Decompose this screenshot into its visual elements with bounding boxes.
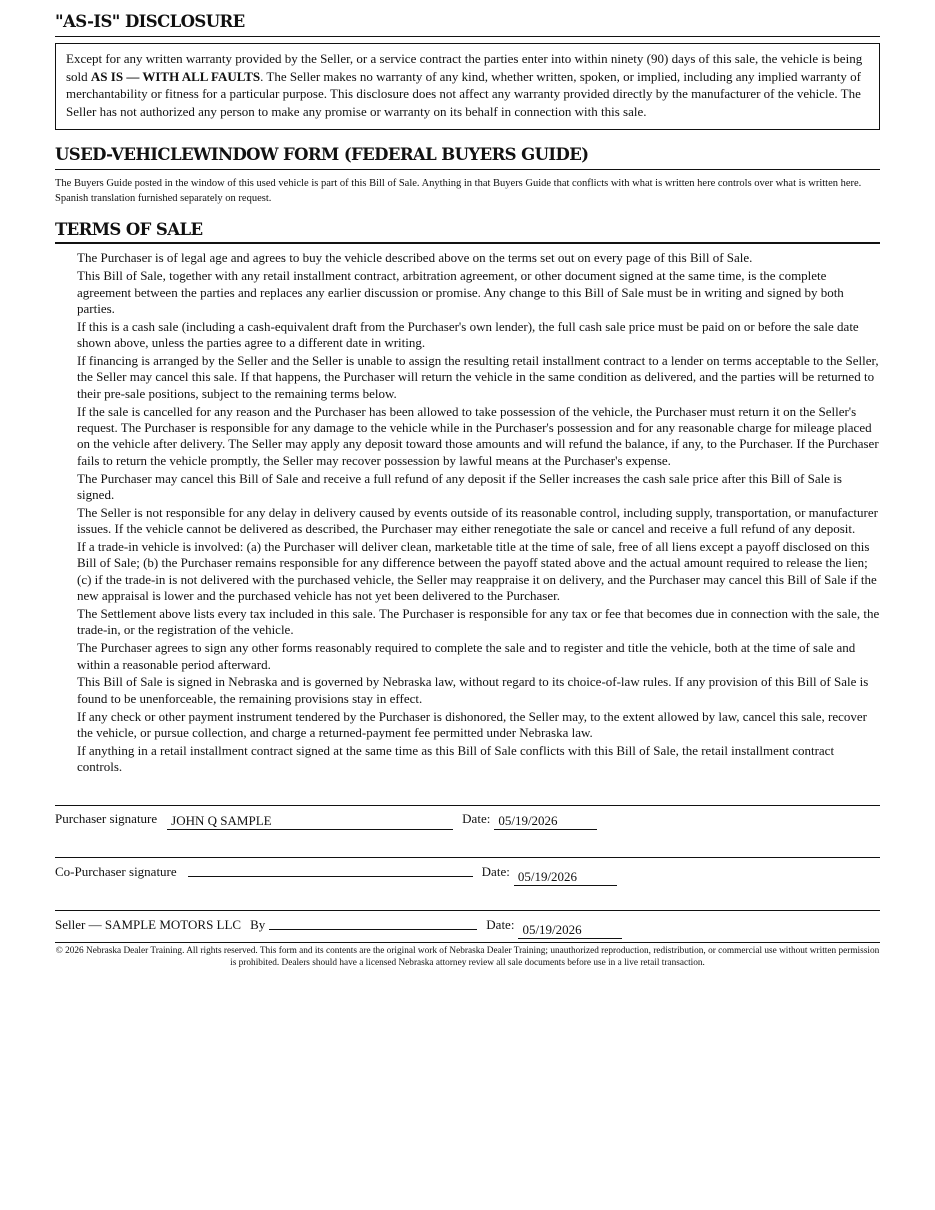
terms-item: This Bill of Sale is signed in Nebraska and is governed by Nebraska law, without regard to its choice-of-law rules. If any provision of this Bill of Sale is found to be unenforceable, the remaining provisions stay in effect.: [77, 674, 869, 706]
terms-item: The Seller is not responsible for any delay in delivery caused by events outside of its reasonable control, including supply, transportation, or manufacturer issues. If the vehicle cannot be delivered as described, the Purchaser may either renegotiate the sale or cancel and receive a full refund of any deposit.: [77, 504, 878, 537]
terms-item: If the sale is cancelled for any reason and the Purchaser has been allowed to take possession of the vehicle, the Purchaser must return it on the Seller's request. The Purchaser is responsible for any damage to the vehicle while in the Purchaser's possession and for any reasonable charge for mileage placed on the vehicle after delivery. The Seller may apply any deposit toward those amounts and will refund the balance, if any, to the Purchaser. If the Purchaser fails to return the vehicle promptly, the Seller may recover possession by lawful means at the Purchaser's expense.: [77, 403, 879, 468]
seller-signature-field[interactable]: [269, 912, 477, 930]
seller-date-label: Date:: [486, 916, 515, 932]
purchaser-signature-row: [55, 805, 880, 830]
seller-signature-row: [55, 910, 880, 936]
seller-date-field[interactable]: 05/19/2026: [518, 921, 622, 939]
terms-list: [55, 250, 880, 775]
terms-item: If financing is arranged by the Seller and the Seller is unable to assign the resulting retail installment contract to a lender on terms acceptable to the Seller, the Seller may cancel this sale. If that happens, the Purchaser will return the vehicle in the same condition as delivered, and the parties will be returned to their pre-sale positions, subject to the remaining terms below.: [77, 352, 879, 401]
bill-of-sale-page: [55, 12, 880, 969]
terms-item: If a trade-in vehicle is involved: (a) the Purchaser will deliver clean, marketable title at the time of sale, free of all liens except a payoff disclosed on this Bill of Sale; (b) the Purchaser remains responsible for any difference between the payoff stated above and the actual amount required to release the lien; (c) if the trade-in is not delivered with the purchased vehicle, the Seller may reappraise it on delivery, and the Purchaser may cancel this Bill of Sale if the new appraisal is lower and the purchased vehicle has not yet been delivered to the Purchaser.: [77, 539, 877, 604]
buyers-guide-heading: USED-VEHICLEWINDOW FORM (FEDERAL BUYERS GUIDE): [55, 145, 880, 170]
as-is-bold-text: AS IS — WITH ALL FAULTS: [90, 68, 261, 84]
copyright-footer: © 2026 Nebraska Dealer Training. All rights reserved. This form and its contents are the original work of Nebraska Dealer Training; unauthorized reproduction, redistribution, or commercial use without written permission is prohibited. Dealers should have a licensed Nebraska attorney review all sale documents before use in a live retail transaction.: [55, 942, 880, 969]
co-purchaser-signature-field[interactable]: [188, 859, 473, 877]
co-purchaser-signature-label: Co-Purchaser signature: [55, 863, 177, 879]
terms-item: If any check or other payment instrument tendered by the Purchaser is dishonored, the Seller may, to the extent allowed by law, cancel this sale, recover the vehicle, or pursue collection, and charge a returned-payment fee permitted under Nebraska law.: [77, 708, 867, 741]
purchaser-date-field[interactable]: 05/19/2026: [494, 812, 597, 830]
terms-item: The Settlement above lists every tax included in this sale. The Purchaser is responsible for any tax or fee that becomes due in connection with the sale, the trade-in, or the registration of the vehicle.: [77, 606, 880, 638]
buyers-guide-text: The Buyers Guide posted in the window of this used vehicle is part of this Bill of Sale. Anything in that Buyers Guide that conflicts with what is written here controls over what is written here. Spanish translation furnished separately on request.: [55, 178, 862, 204]
terms-item: If this is a cash sale (including a cash-equivalent draft from the Purchaser's own lender), the full cash sale price must be paid on or before the sale date shown above, unless the parties agree to a different date in writing.: [77, 318, 859, 351]
purchaser-date-label: Date:: [462, 810, 491, 826]
as-is-heading: "AS-IS" DISCLOSURE: [55, 12, 880, 37]
terms-item: The Purchaser may cancel this Bill of Sale and receive a full refund of any deposit if the Seller increases the cash sale price after this Bill of Sale is signed.: [77, 470, 842, 503]
seller-by-label: By: [250, 916, 266, 932]
as-is-text-end: . The Seller makes no warranty of any kind, whether written, spoken, or implied, including any implied warranty of merchantability or fitness for a particular purpose. This disclosure does not affect any warranty provided directly by the manufacturer of the vehicle. The Seller has not authorized any person to make any promise or warranty on its behalf in connection with this sale.: [66, 68, 861, 119]
co-purchaser-date-label: Date:: [481, 863, 510, 879]
co-purchaser-signature-row: [55, 857, 880, 883]
terms-item: If anything in a retail installment contract signed at the same time as this Bill of Sale conflicts with this Bill of Sale, the retail installment contract controls.: [77, 742, 835, 775]
as-is-disclosure-box: [55, 43, 880, 130]
terms-item: The Purchaser is of legal age and agrees to buy the vehicle described above on the terms set out on every page of this Bill of Sale.: [77, 250, 753, 266]
terms-heading: TERMS OF SALE: [55, 220, 880, 244]
terms-item: This Bill of Sale, together with any retail installment contract, arbitration agreement, or other document signed at the same time, is the complete agreement between the parties and replaces any earlier discussion or promise. Any change to this Bill of Sale must be in writing and signed by both parties.: [77, 268, 844, 316]
purchaser-signature-field[interactable]: JOHN Q SAMPLE: [167, 812, 453, 830]
terms-item: The Purchaser agrees to sign any other forms reasonably required to complete the sale and to register and title the vehicle, both at the time of sale and within a reasonable period afterward.: [77, 640, 856, 672]
seller-signature-label: Seller — SAMPLE MOTORS LLC: [55, 916, 242, 932]
as-is-text-start: Except for any written warranty provided by the Seller, or a service contract the parties enter into within ninety (90) days of this sale, the vehicle is being sold: [66, 51, 863, 84]
co-purchaser-date-field[interactable]: 05/19/2026: [514, 868, 617, 886]
purchaser-signature-label: Purchaser signature: [55, 810, 158, 826]
